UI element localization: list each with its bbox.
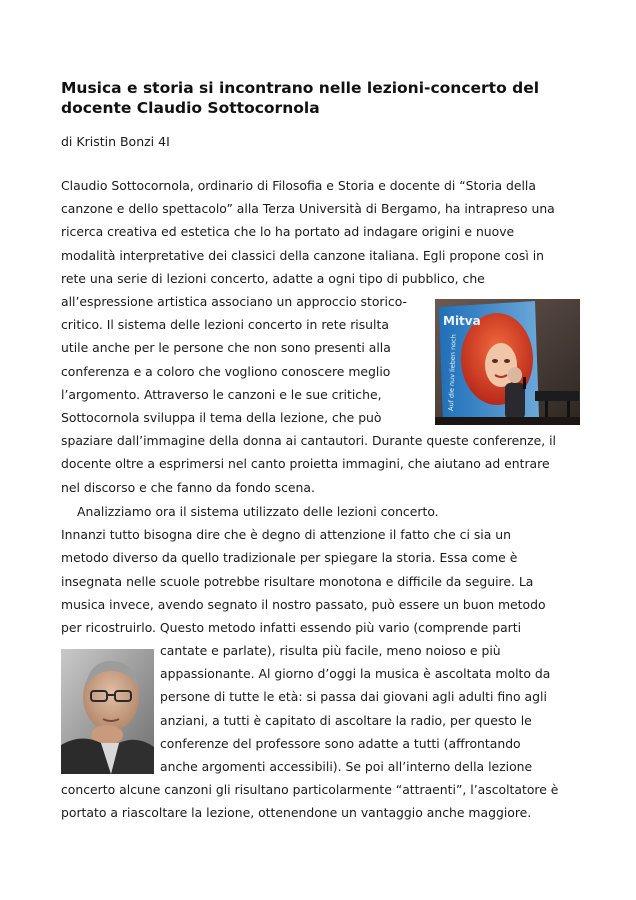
- text-line: concerto alcune canzoni gli risultano particolarmente “attraenti”, l’ascoltatore è: [61, 782, 559, 797]
- text-line: all’espressione artistica associano un approccio storico-: [61, 294, 408, 310]
- text-line: rete una serie di lezioni concerto, adatte a ogni tipo di pubblico, che: [61, 270, 485, 286]
- text-line: musica invece, avendo segnato il nostro passato, può essere un buon metodo: [61, 596, 546, 612]
- text-line: Claudio Sottocornola, ordinario di Filosofia e Storia e docente di “Storia della: [61, 178, 536, 193]
- text-line: portato a riascoltare la lezione, ottenendone un vantaggio anche maggiore.: [61, 805, 532, 821]
- text-line: persone di tutte le età: si passa dai giovani agli adulti fino agli: [160, 689, 547, 705]
- text-line: utile anche per le persone che non sono presenti alla: [61, 340, 391, 356]
- text-line: Innanzi tutto bisogna dire che è degno di attenzione il fatto che ci sia un: [61, 527, 511, 543]
- teacher-portrait-photo: [61, 649, 154, 774]
- paragraph-2-end: [61, 778, 581, 824]
- text-line: anche argomenti accessibili). Se poi all’interno della lezione: [160, 759, 533, 775]
- text-line: anziani, a tutti è capitato di ascoltare la radio, per questo le: [160, 712, 532, 728]
- title-line: Musica e storia si incontrano nelle lezioni-concerto del: [61, 79, 540, 97]
- text-line: ricerca creativa ed estetica che lo ha portato ad indagare origini e nuove: [61, 224, 515, 240]
- text-line: Sottocornola sviluppa il tema della lezione, che può: [61, 410, 382, 426]
- paragraph-2: [61, 500, 581, 639]
- text-line: docente oltre a esprimersi nel canto proietta immagini, che aiutano ad entrare: [61, 456, 550, 472]
- text-line: conferenza e a coloro che vogliono conoscere meglio: [61, 363, 391, 379]
- article-byline: di Kristin Bonzi 4I: [61, 134, 170, 149]
- text-line: cantate e parlate), risulta più facile, meno noioso e più: [160, 643, 501, 658]
- text-line: spaziare dall’immagine della donna ai cantautori. Durante queste conferenze, il: [61, 433, 556, 449]
- poster-subtitle: Auf die nuv lieben noch: [447, 334, 458, 412]
- stage-concert-photo: [435, 299, 580, 425]
- text-line: conferenze del professore sono adatte a tutti (affrontando: [160, 735, 521, 751]
- text-line: l’argomento. Attraverso le canzoni e le sue critiche,: [61, 386, 382, 402]
- text-line: per ricostruirlo. Questo metodo infatti essendo più vario (comprende parti: [61, 620, 522, 636]
- text-line: appassionante. Al giorno d’oggi la musica è ascoltata molto da: [160, 666, 551, 682]
- text-line: critico. Il sistema delle lezioni concerto in rete risulta: [61, 317, 389, 333]
- text-line: nel discorso e che fanno da fondo scena.: [61, 479, 315, 495]
- text-line: canzone e dello spettacolo” alla Terza Università di Bergamo, ha intrapreso una: [61, 201, 555, 217]
- paragraph-2-wrapped: [160, 639, 580, 778]
- text-line: metodo diverso da quello tradizionale per spiegare la storia. Essa come è: [61, 550, 518, 566]
- title-line: docente Claudio Sottocornola: [61, 99, 320, 117]
- text-line: insegnata nelle scuole potrebbe risultare monotona e difficile da seguire. La: [61, 573, 534, 589]
- poster-title: Mitva: [443, 314, 481, 328]
- text-line: modalità interpretative dei classici della canzone italiana. Egli propone così in: [61, 247, 545, 263]
- article-title: [61, 78, 561, 118]
- text-line: Analizziamo ora il sistema utilizzato delle lezioni concerto.: [77, 504, 439, 519]
